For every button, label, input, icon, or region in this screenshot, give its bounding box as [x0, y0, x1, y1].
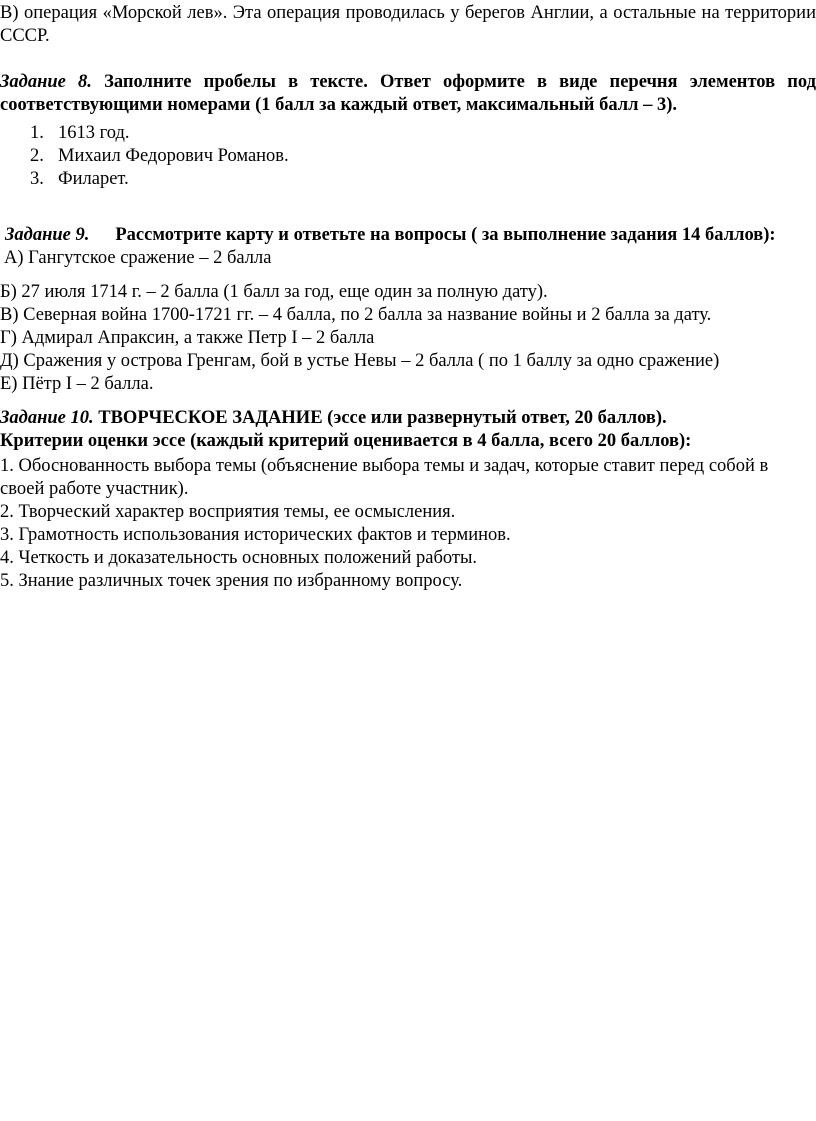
- task8-instruction: Заполните пробелы в тексте. Ответ оформите в виде перечня элементов под соответствующими номерами (1 балл за каждый ответ, максимальный балл – 3).: [0, 72, 816, 115]
- task10-heading: [0, 407, 816, 430]
- answer-line: В) Северная война 1700-1721 гг. – 4 балла, по 2 балла за название войны и 2 балла за дату.: [0, 305, 712, 325]
- task9-label: Задание 9.: [5, 225, 90, 245]
- answer-line: Е) Пётр I – 2 балла.: [0, 374, 154, 394]
- task10-label: Задание 10.: [0, 408, 94, 428]
- criterion-item: 3. Грамотность использования исторических фактов и терминов.: [0, 525, 511, 545]
- task9-instruction: Рассмотрите карту и ответьте на вопросы ( за выполнение задания 14 баллов):: [115, 225, 776, 245]
- list-item: [0, 145, 816, 168]
- task9-answers-a: [0, 247, 816, 270]
- list-item: [0, 122, 816, 145]
- list-number: 3.: [30, 169, 44, 189]
- list-item: [0, 168, 816, 191]
- list-item-text: 1613 год.: [58, 123, 130, 143]
- answer-line: Г) Адмирал Апраксин, а также Петр I – 2 балла: [0, 328, 375, 348]
- list-number: 2.: [30, 146, 44, 166]
- criterion-item: 1. Обоснованность выбора темы (объяснение выбора темы и задач, которые ставит перед собой в своей работе участник).: [0, 456, 769, 499]
- answer-line: Б) 27 июля 1714 г. – 2 балла (1 балл за год, еще один за полную дату).: [0, 282, 548, 302]
- list-item-text: Филарет.: [58, 169, 129, 189]
- criterion-item: 4. Четкость и доказательность основных положений работы.: [0, 548, 478, 568]
- criteria-list: [0, 455, 816, 593]
- task10-title: ТВОРЧЕСКОЕ ЗАДАНИЕ (эссе или развернутый ответ, 20 баллов).: [93, 408, 667, 428]
- task8-label: Задание 8.: [0, 72, 92, 92]
- criterion-item: 5. Знание различных точек зрения по избранному вопросу.: [0, 571, 463, 591]
- task8-answer-list: [0, 122, 816, 191]
- criterion-item: 2. Творческий характер восприятия темы, ее осмысления.: [0, 502, 456, 522]
- list-item-text: Михаил Федорович Романов.: [58, 146, 289, 166]
- task8-heading: [0, 71, 816, 117]
- task9-answers: [0, 281, 816, 396]
- task9-heading: [0, 224, 816, 247]
- criteria-heading: Критерии оценки эссе (каждый критерий оценивается в 4 балла, всего 20 баллов):: [0, 431, 692, 451]
- answer-line: Д) Сражения у острова Гренгам, бой в устье Невы – 2 балла ( по 1 баллу за одно сражение): [0, 351, 720, 371]
- answer-line: А) Гангутское сражение – 2 балла: [4, 248, 272, 268]
- list-number: 1.: [30, 123, 44, 143]
- intro-paragraph: В) операция «Морской лев». Эта операция проводилась у берегов Англии, а остальные на территории СССР.: [0, 3, 816, 46]
